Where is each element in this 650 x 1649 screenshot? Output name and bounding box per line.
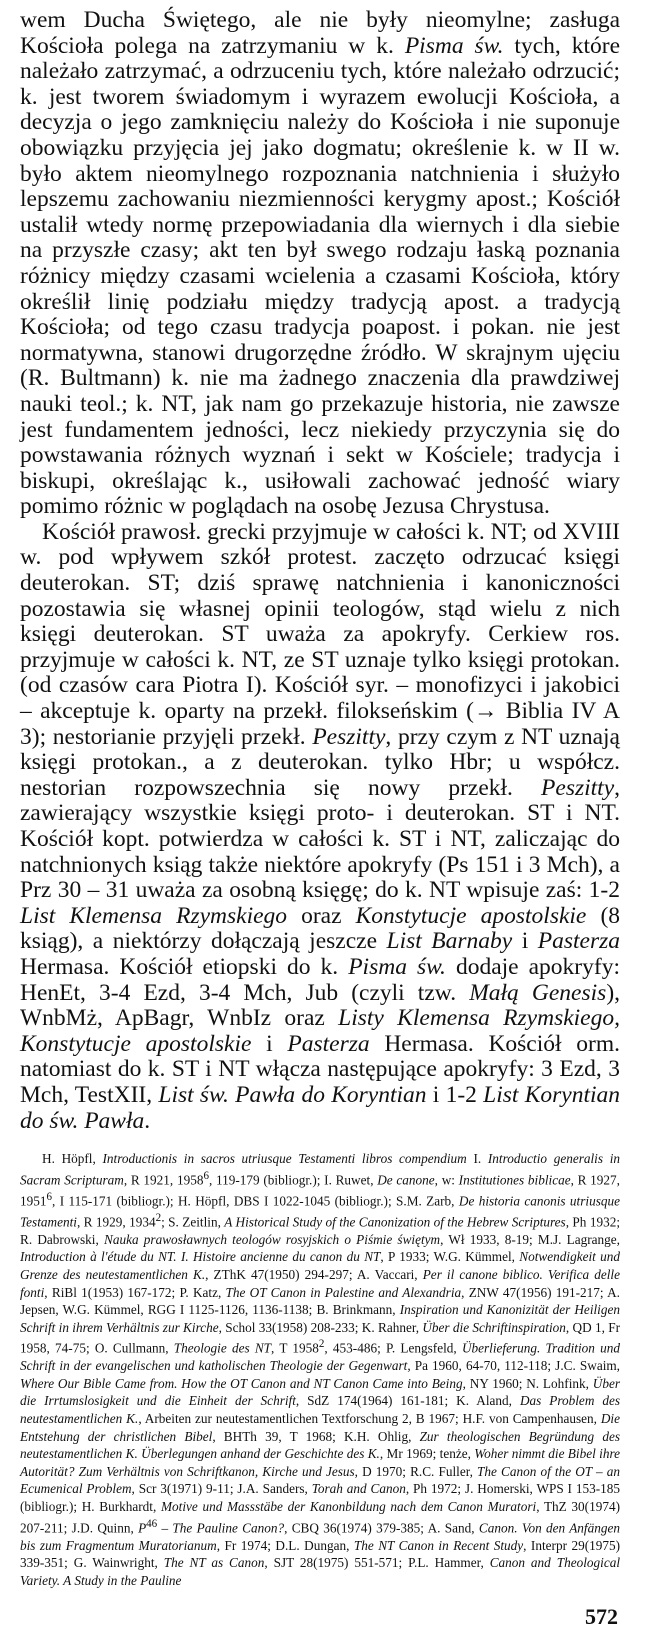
main-text [20, 8, 620, 1134]
italic-run: Peszitty [541, 774, 615, 801]
text-run: dodaje apokryfy: HenEt, 3-4 Ezd, 3-4 Mch, Jub (czyli tzw. [20, 953, 620, 1006]
text-run: , Scr 3(1971) 9-11; J.A. Sanders, [131, 1481, 312, 1497]
italic-run: The OT Canon in Palestine and Alexandria [225, 1284, 462, 1300]
italic-run: Pisma św. [348, 953, 446, 980]
text-run: , Pa 1960, 64-70, 112-118; J.C. Swaim, [407, 1358, 620, 1374]
italic-run: De canone [377, 1172, 435, 1188]
italic-run: Introductionis in sacros utriusque Testamenti libros compendium [102, 1151, 467, 1167]
text-run: , SJT 28(1975) 551-571; P.L. Hammer, [264, 1555, 490, 1571]
text-run: , ZNW 47(1956) 191-217; A. Jepsen, W.G. Kümmel, RGG I 1125-1126, 1136-1138; B. Brinkmann, [20, 1284, 620, 1318]
text-run: , RiBl 1(1953) 167-172; P. Katz, [44, 1284, 226, 1300]
italic-run: Pisma św. [404, 32, 504, 59]
text-run: tych, które należało zatrzymać, a odrzuceniu tych, które należało odrzucić; k. jest tworem świadomym i wyrazem ewolucji Kościoła, a decyzja o jego zamknięciu należy do Kościoła i nie suponuje obowiązku przyjęcia jej jako dogmatu; określenie k. w II w. było aktem nieomylnego rozpoznania natchnienia i służyło lepszemu zachowaniu niezmienności kerygmy apost.; Kościół ustalił wtedy normę przepowiadania dla wiernych i dla siebie na przyszłe czasy; akt ten był swego rodzaju łaską poznania różnicy między czasami wcielenia a czasami Kościoła, który określił linię podziału między tradycją apost. a tradycją Kościoła; od tego czasu tradycja poapost. i pokan. nie jest normatywna, stanowi drugorzędne źródło. W skrajnym ujęciu (R. Bultmann) k. nie ma żadnego znaczenia dla prawdziwej nauki teol.; k. NT, jak nam go przekazuje historia, nie zawsze jest fundamentem jedności, lecz niekiedy przyczynia się do powstawania różnych wyznań i sekt w Kościele; tradycja i biskupi, określając k., usiłowali zachować jedność wiary pomimo różnic w poglądach na osobę Jezusa Chrystusa. [20, 32, 620, 520]
text-run: oraz [287, 902, 356, 929]
italic-run: Listy Klemensa Rzymskiego, Konstytucje apostolskie [20, 1005, 620, 1057]
italic-run: Where Our Bible Came from. How the OT Canon and NT Canon Came into Being [20, 1375, 463, 1391]
text-run: , QD 1, Fr 1958, 74-75; O. Cullmann, [20, 1319, 621, 1356]
text-run: , ThZ 30(1974) 207-211; J.D. Quinn, [20, 1499, 621, 1536]
italic-run: Notwendigkeit und Grenze des neutestamentlichen K. [20, 1249, 621, 1282]
italic-run: De historia canonis utriusque Testamenti [20, 1193, 620, 1230]
text-run: (8 ksiąg), a niektórzy dołączają jeszcze [20, 902, 621, 955]
italic-run: Inspiration und Kanonizität der Heiligen Schrift in ihrem Verhältnis zur Kirche [20, 1302, 620, 1335]
italic-run: Institutiones biblicae [458, 1172, 571, 1188]
text-run: H. Höpfl, [42, 1151, 103, 1167]
italic-run: Per il canone biblico. Verifica delle fonti [20, 1266, 620, 1300]
text-run: Kościół prawosł. grecki przyjmuje w całości k. NT; od XVIII w. pod wpływem szkół protest. zaczęto odrzucać księgi deuterokan. ST; dziś sprawę natchnienia i kanoniczności pozostawia się własnej opinii teologów, stąd wielu z nich księgi deuterokan. ST uważa za apokryfy. Cerkiew ros. przyjmuje w całości k. NT, ze ST uznaje tylko księgi protokan. (od czasów cara Piotra I). Kościół syr. – monofizyci i jakobici – akceptuje k. oparty na przekł. filokseńskim (→ Biblia IV A 3); nestorianie przyjęli przekł. [20, 518, 620, 750]
document-page [20, 8, 620, 1589]
paragraph-1 [20, 8, 620, 520]
text-run: Hermasa. Kościół orm. natomiast do k. ST i NT włącza następujące apokryfy: 3 Ezd, 3 Mch, TestXII, [20, 1030, 620, 1108]
italic-run: Die Entstehung der christlichen Bibel [20, 1411, 620, 1444]
superscript-run: 2 [318, 1338, 325, 1351]
text-run: , T 1958 [271, 1340, 319, 1356]
italic-run: Introductio generalis in Sacram Scripturam [20, 1151, 620, 1188]
italic-run: List Klemensa Rzymskiego [20, 902, 288, 929]
text-run: I. [466, 1151, 488, 1167]
italic-run: List Koryntian do św. Pawła [20, 1081, 620, 1134]
italic-run: Canon. Von den Anfängen bis zum Fragmentum Muratorianum [20, 1520, 620, 1553]
italic-run: P [138, 1520, 147, 1536]
superscript-run: 46 [146, 1517, 158, 1530]
italic-run: Pasterza [537, 928, 620, 955]
text-run: , 453-486; P. Lengsfeld, [324, 1340, 462, 1356]
text-run: , 119-179 (bibliogr.); I. Ruwet, [208, 1172, 378, 1188]
text-run: i [512, 928, 538, 955]
italic-run: The Canon of the OT – an Ecumenical Problem [20, 1463, 621, 1497]
italic-run: List Barnaby [386, 928, 513, 955]
text-run: , NY 1960; N. Lohfink, [462, 1375, 593, 1391]
text-run: , Ph 1932; R. Dabrowski, [20, 1214, 620, 1247]
bibliography-text [20, 1150, 620, 1589]
italic-run: Motive und Massstäbe der Kanonbildung nach dem Canon Muratori [160, 1499, 537, 1515]
page-number: 572 [585, 1604, 618, 1629]
italic-run: Pasterza [287, 1030, 370, 1057]
text-run: i 1-2 [426, 1081, 484, 1108]
text-run: , Ph 1972; J. Homerski, WPS I 153-185 (bibliogr.); H. Burkhardt, [20, 1481, 620, 1515]
text-run: , zawierający wszystkie księgi proto- i deuterokan. ST i NT. Kościół kopt. potwierdza w całości k. ST i NT, zaliczając do natchnionych ksiąg także niektóre apokryfy (Ps 151 i 3 Mch), a Prz 30 – 31 uważa za osobną księgę; do k. NT wpisuje zaś: 1-2 [20, 774, 620, 904]
italic-run: – The Pauline Canon? [157, 1520, 285, 1536]
text-run: , I 115-171 (bibliogr.); H. Höpfl, DBS I 1022-1045 (bibliogr.); S.M. Zarb, [52, 1193, 459, 1209]
text-run: , P 1933; W.G. Kümmel, [380, 1249, 520, 1265]
italic-run: Über die Irrtumslosigkeit und die Einheit der Schrift [20, 1375, 620, 1409]
text-run: . [144, 1107, 151, 1134]
italic-run: List św. Pawła do Koryntian [158, 1081, 427, 1108]
text-run: , BHTh 39, T 1968; K.H. Ohlig, [212, 1428, 420, 1444]
italic-run: The NT Canon in Recent Study [353, 1537, 524, 1553]
bibliography [20, 1150, 620, 1589]
italic-run: Woher nimmt die Bibel ihre Autorität? Zum Verhältnis von Schriftkanon, Kirche und Jesus [20, 1446, 620, 1479]
text-run: , Wł 1933, 8-19; M.J. Lagrange, [440, 1231, 620, 1247]
italic-run: Canon and Theological Variety. A Study in the Pauline [20, 1555, 621, 1588]
italic-run: Überlieferung. Tradition und Schrift in der evangelischen und katholischen Theologie der Gegenwart [20, 1340, 620, 1374]
text-run: Hermasa. Kościół etiopski do k. [20, 953, 349, 980]
italic-run: Konstytucje apostolskie [355, 902, 587, 929]
italic-run: A Historical Study of the Canonization of the Hebrew Scriptures [224, 1214, 566, 1230]
superscript-run: 6 [203, 1169, 209, 1182]
italic-run: Torah and Canon [311, 1481, 406, 1497]
italic-run: Nauka prawosławnych teologów rosyjskich o Piśmie świętym [104, 1231, 441, 1247]
text-run: , ZThK 47(1950) 294-297; A. Vaccari, [205, 1266, 423, 1282]
italic-run: Małą Genesis [469, 979, 607, 1006]
text-run: , przy czym z NT uznają księgi protokan., a z deuterokan. tylko Hbr; u współcz. nestorian rozpowszechnia się nowy przekł. [20, 723, 620, 801]
text-run: wem Ducha Świętego, ale nie były nieomylne; zasługa Kościoła polega na zatrzymaniu w k. [20, 7, 620, 59]
italic-run: Das Problem des neutestamentlichen K. [20, 1393, 620, 1427]
text-run: i [251, 1030, 288, 1057]
text-run: , Arbeiten zur neutestamentlichen Textforschung 2, B 1967; H.F. von Campenhausen, [138, 1411, 601, 1427]
superscript-run: 6 [46, 1190, 53, 1203]
paragraph-2 [20, 520, 620, 1134]
italic-run: Theologie des NT [173, 1340, 272, 1356]
text-run: , R 1921, 1958 [123, 1172, 204, 1188]
italic-run: Peszitty [312, 723, 386, 750]
text-run: ; S. Zeitlin, [161, 1214, 225, 1230]
text-run: , Schol 33(1958) 208-233; K. Rahner, [218, 1319, 423, 1335]
text-run: ), WnbMż, ApBagr, WnbIz oraz [20, 979, 621, 1032]
text-run: , Fr 1974; D.L. Dungan, [216, 1537, 354, 1553]
text-run: , R 1927, 1951 [20, 1172, 620, 1209]
italic-run: Über die Schriftinspiration [422, 1319, 566, 1335]
text-run: , Mr 1969; tenże, [379, 1446, 475, 1462]
superscript-run: 2 [155, 1211, 162, 1224]
italic-run: The NT as Canon [163, 1555, 265, 1571]
text-run: , R 1929, 1934 [76, 1214, 156, 1230]
italic-run: Introduction à l'étude du NT. I. Histoire ancienne du canon du NT [20, 1249, 381, 1265]
italic-run: Zur theologischen Begründung des neutestamentlichen K. Überlegungen anhand der Geschichte des K. [20, 1428, 620, 1462]
text-run: , SdZ 174(1964) 161-181; K. Aland, [295, 1393, 520, 1409]
text-run: , CBQ 36(1974) 379-385; A. Sand, [284, 1520, 479, 1536]
text-run: , D 1970; R.C. Fuller, [354, 1463, 478, 1479]
text-run: , Interpr 29(1975) 339-351; G. Wainwright, [20, 1537, 621, 1571]
text-run: , w: [434, 1172, 459, 1188]
